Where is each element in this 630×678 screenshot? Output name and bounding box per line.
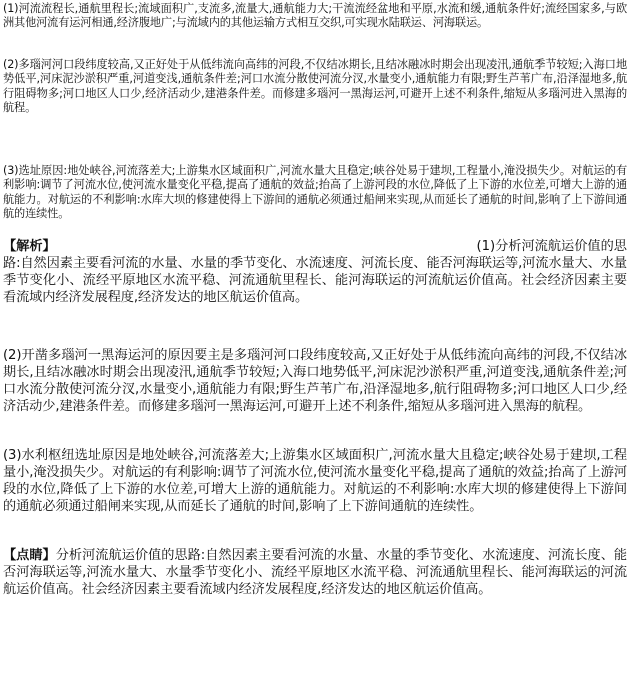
key-points-text: 分析河流航运价值的思路:自然因素主要看河流的水量、水量的季节变化、水流速度、河流长度、能否河海联运等,河流水量大、水量季节变化小、流经平原地区水流平稳、河流通航里程长、能河海联运的河流航运价值高。社会经济因素主要看流域内经济发展程度,经济发达的地区航运价值高。 <box>3 548 627 597</box>
analysis-paragraph-2: (2)开凿多瑙河一黑海运河的原因要主是多瑙河河口段纬度较高,又正好处于从低纬流向高纬的河段,不仅结冰期长,且结冰融冰时期会出现凌汛,通航季节较短;入海口地势低平,河床泥沙淤积严重,河道变浅,通航条件差;河口水流分散使河流分汊,水量变小,通航能力有限;野生芦苇广布,沿泽湿地多,航行阻碍物多;河口地区人口少,经济活动少,建港条件差。而修建多瑙河一黑海运河,可避开上述不利条件,缩短从多瑙河进入黑海的航程。 <box>3 348 627 414</box>
analysis-paragraph-1: 路:自然因素主要看河流的水量、水量的季节变化、水流速度、河流长度、能否河海联运等,河流水量大、水量季节变化小、流经平原地区水流平稳、河流通航里程长、能河海联运的河流航运价值高。社会经济因素主要看流域内经济发展程度,经济发达的地区航运价值高。 <box>3 256 627 305</box>
answer-paragraph-2: (2)多瑙河河口段纬度较高,又正好处于从低纬流向高纬的河段,不仅结冰期长,且结冰融冰时期会出现凌汛,通航季节较短;入海口地势低平,河床泥沙淤积严重,河道变浅,通航条件差;河口水流分散使河流分汊,水量变小,通航能力有限;野生芦苇广布,沿泽湿地多,航行阻碍物多;河口地区人口少,经济活动少,建港条件差。而修建多瑙河一黑海运河,可避开上述不利条件,缩短从多瑙河进入黑海的航程。 <box>3 58 627 114</box>
key-points-tag: 【点睛】 <box>3 548 56 563</box>
analysis-paragraph-3: (3)水利枢纽选址原因是地处峡谷,河流落差大;上游集水区域面积广,河流水量大且稳定;峡谷处易于建坝,工程量小,淹没损失少。对航运的有利影响:调节了河流水位,使河流水量变化平稳,提高了通航的效益;抬高了上游河段的水位,降低了上下游的水位差,可增大上游的通航能力。对航运的不利影响:水库大坝的修建使得上下游间的通航必须通过船闸来实现,从而延长了通航的时间,影响了上下游间通航的连续性。 <box>3 448 627 514</box>
analysis-tag: 【解析】 <box>3 239 56 254</box>
analysis-first-line: (1)分析河流航运价值的思 <box>476 239 627 254</box>
answer-paragraph-1: (1)河流流程长,通航里程长;流域面积广,支流多,流量大,通航能力大;干流流经盆地和平原,水流和缓,通航条件好;流经国家多,与欧洲其他河流有运河相通,经济腹地广;与流域内的其他运输方式相互交织,可实现水陆联运、河海联运。 <box>3 2 627 30</box>
answer-paragraph-3: (3)选址原因:地处峡谷,河流落差大;上游集水区域面积广,河流水量大且稳定;峡谷处易于建坝,工程量小,淹没损失少。对航运的有利影响:调节了河流水位,使河流水量变化平稳,提高了通航的效益;抬高了上游河段的水位,降低了上下游的水位差,可增大上游的通航能力。对航运的不利影响:水库大坝的修建使得上下游间的通航必须通过船闸来实现,从而延长了通航的时间,影响了上下游间通航的连续性。 <box>3 164 627 220</box>
key-points-paragraph <box>3 547 627 598</box>
